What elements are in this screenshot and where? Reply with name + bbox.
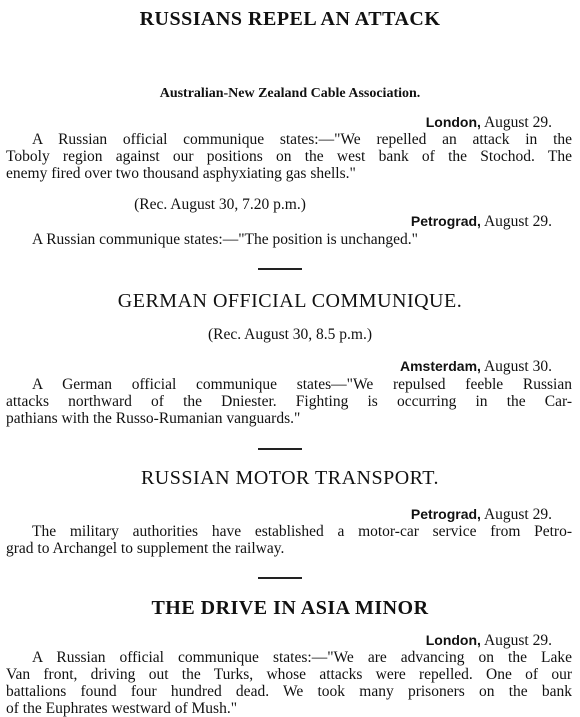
dateline (411, 506, 552, 524)
section-rule (258, 577, 302, 579)
body-line: A Russian communique states:—"The position is unchanged." (32, 231, 418, 248)
dateline-date: August 30. (483, 358, 552, 375)
headline-drive-asia-minor: THE DRIVE IN ASIA MINOR (151, 597, 429, 619)
dateline-place: London, (425, 632, 481, 648)
headline-motor-transport: RUSSIAN MOTOR TRANSPORT. (140, 467, 440, 489)
body-line: of the Euphrates westward of Mush." (6, 700, 238, 717)
body-line: Van front, driving out the Turks, whose attacks were repelled. One of our (6, 666, 572, 683)
body-line: A Russian official communique states:—"We are advancing on the Lake (32, 649, 572, 666)
body-line: attacks northward of the Dniester. Fighting is occurring in the Car- (6, 393, 572, 410)
headline-russians-repel: RUSSIANS REPEL AN ATTACK (139, 8, 441, 30)
dateline-place: Petrograd, (410, 213, 481, 229)
headline-german-communique: GERMAN OFFICIAL COMMUNIQUE. (117, 290, 463, 312)
dateline (426, 632, 552, 650)
body-line: Toboly region against our positions on the west bank of the Stochod. The (6, 148, 572, 165)
dateline (411, 213, 552, 231)
body-line: grad to Archangel to supplement the railway. (6, 540, 285, 557)
dateline-place: Petrograd, (410, 506, 481, 522)
dateline-place: Amsterdam, (400, 358, 481, 374)
body-line: battalions found four hundred dead. We took many prisoners on the bank (6, 683, 572, 700)
body-line: The military authorities have established a motor-car service from Petro- (32, 523, 572, 540)
dateline-date: August 29. (483, 506, 552, 523)
dateline-place: London, (425, 114, 481, 130)
body-line: pathians with the Russo-Rumanian vanguards." (6, 410, 301, 427)
dateline-date: August 29. (483, 213, 552, 230)
received-note: (Rec. August 30, 7.20 p.m.) (134, 196, 306, 213)
dateline-date: August 29. (483, 632, 552, 649)
dateline (400, 358, 552, 376)
received-note: (Rec. August 30, 8.5 p.m.) (207, 326, 373, 343)
section-rule (258, 268, 302, 270)
dateline (426, 114, 552, 132)
body-line: enemy fired over two thousand asphyxiating gas shells." (6, 165, 356, 182)
body-line: A Russian official communique states:—"We repelled an attack in the (32, 131, 572, 148)
section-rule (258, 448, 302, 450)
body-line: A German official communique states—"We repulsed feeble Russian (32, 376, 572, 393)
dateline-date: August 29. (483, 114, 552, 131)
cable-source: Australian-New Zealand Cable Association. (159, 86, 421, 101)
